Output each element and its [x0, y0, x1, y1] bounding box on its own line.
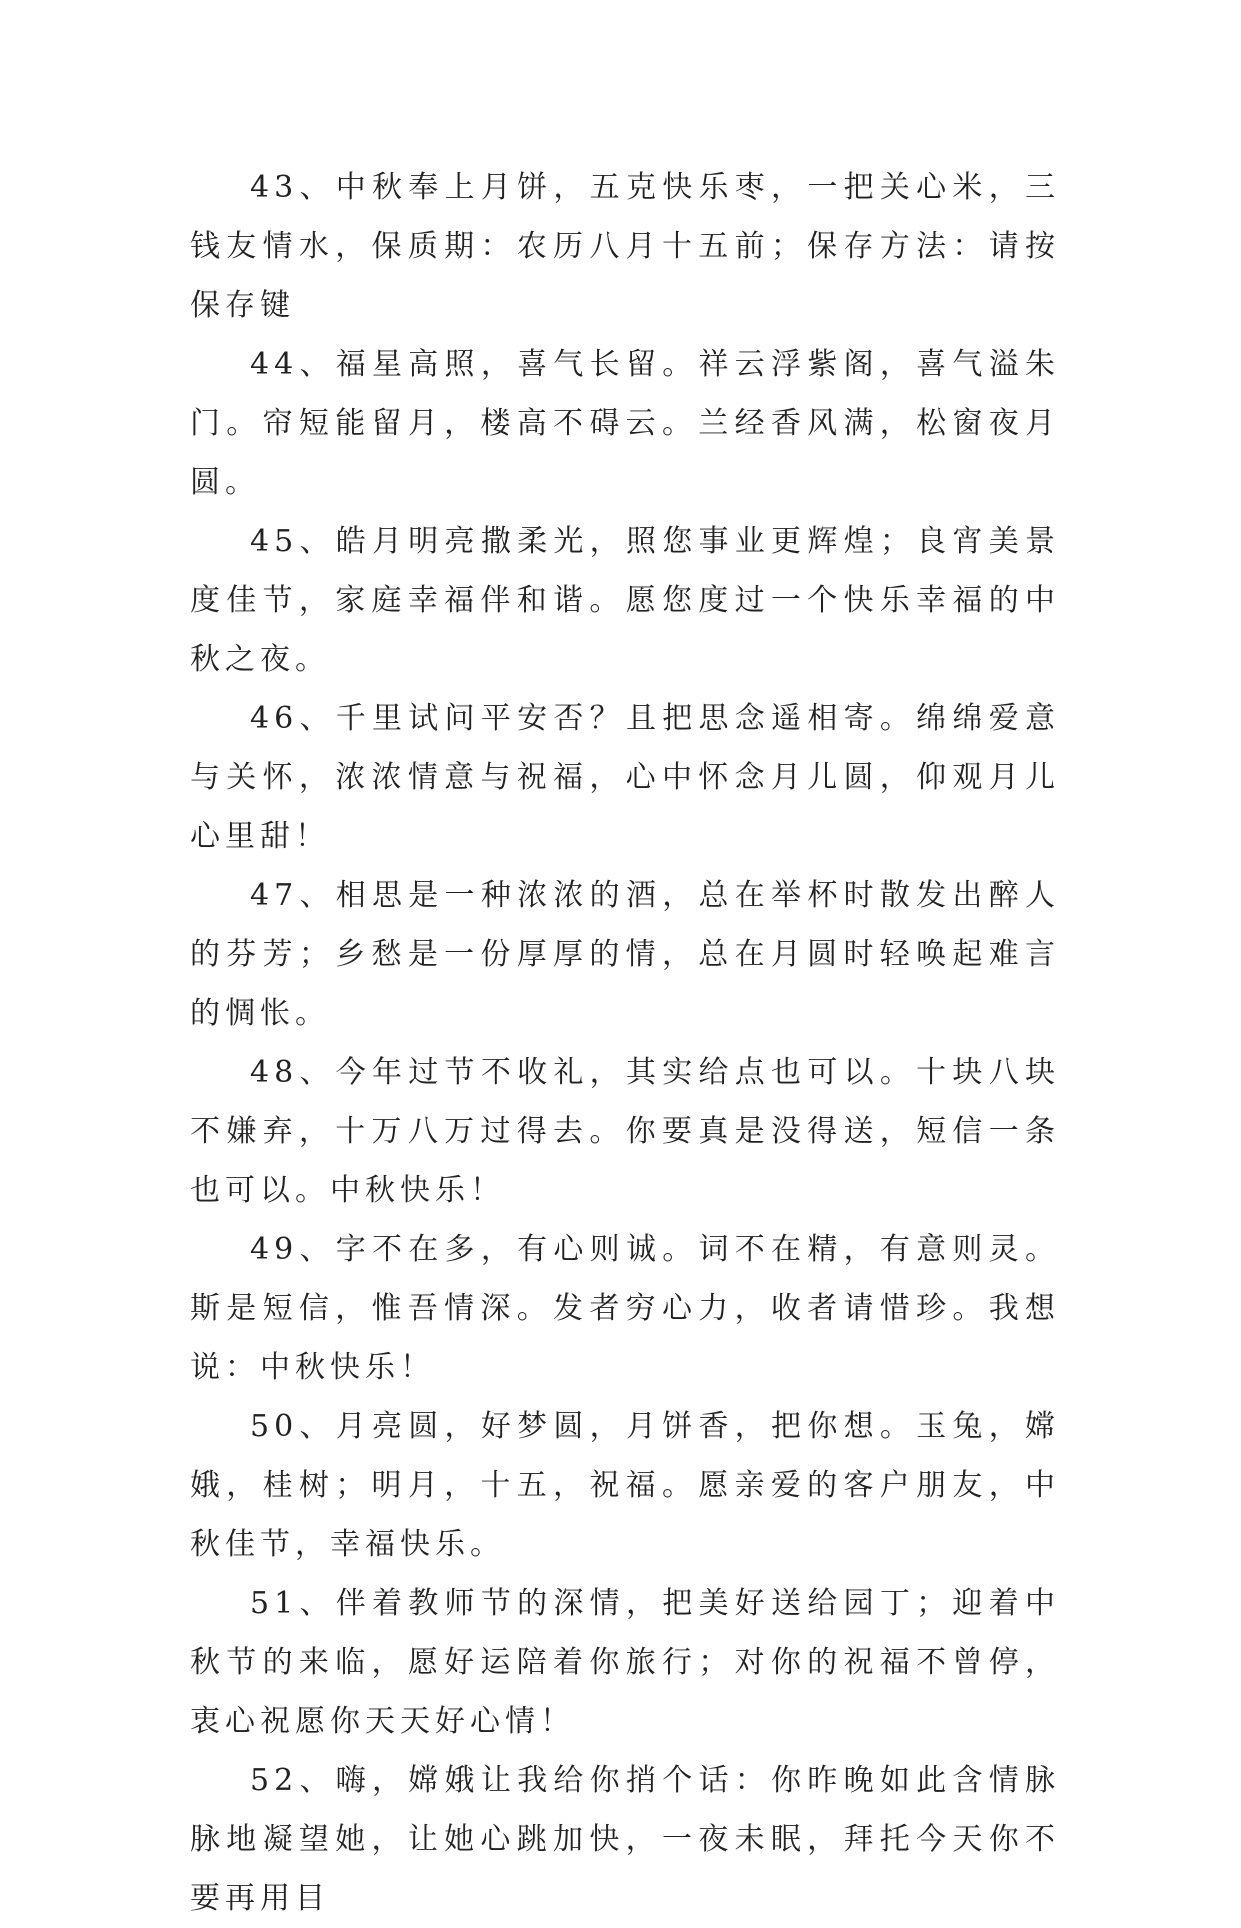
- paragraph-49: 49、字不在多，有心则诚。词不在精，有意则灵。斯是短信，惟吾情深。发者穷心力，收者请惜珍。我想说：中秋快乐！: [190, 1232, 1060, 1385]
- paragraph-52: 52、嗨，嫦娥让我给你捎个话：你昨晚如此含情脉脉地凝望她，让她心跳加快，一夜未眠，拜托今天你不要再用目: [190, 1763, 1060, 1916]
- paragraph-48: 48、今年过节不收礼，其实给点也可以。十块八块不嫌弃，十万八万过得去。你要真是没得送，短信一条也可以。中秋快乐！: [190, 1055, 1060, 1208]
- paragraph-46: 46、千里试问平安否？且把思念遥相寄。绵绵爱意与关怀，浓浓情意与祝福，心中怀念月儿圆，仰观月儿心里甜！: [190, 701, 1060, 854]
- paragraph-51: 51、伴着教师节的深情，把美好送给园丁；迎着中秋节的来临，愿好运陪着你旅行；对你的祝福不曾停，衷心祝愿你天天好心情！: [190, 1586, 1060, 1739]
- paragraph-45: 45、皓月明亮撒柔光，照您事业更辉煌；良宵美景度佳节，家庭幸福伴和谐。愿您度过一个快乐幸福的中秋之夜。: [190, 524, 1060, 677]
- document-body: [190, 158, 1060, 1928]
- paragraph-47: 47、相思是一种浓浓的酒，总在举杯时散发出醉人的芬芳；乡愁是一份厚厚的情，总在月圆时轻唤起难言的惆怅。: [190, 878, 1060, 1031]
- paragraph-44: 44、福星高照，喜气长留。祥云浮紫阁，喜气溢朱门。帘短能留月，楼高不碍云。兰经香风满，松窗夜月圆。: [190, 347, 1060, 500]
- paragraph-43: 43、中秋奉上月饼，五克快乐枣，一把关心米，三钱友情水，保质期：农历八月十五前；保存方法：请按保存键: [190, 170, 1060, 323]
- paragraph-50: 50、月亮圆，好梦圆，月饼香，把你想。玉兔，嫦娥，桂树；明月，十五，祝福。愿亲爱的客户朋友，中秋佳节，幸福快乐。: [190, 1409, 1060, 1562]
